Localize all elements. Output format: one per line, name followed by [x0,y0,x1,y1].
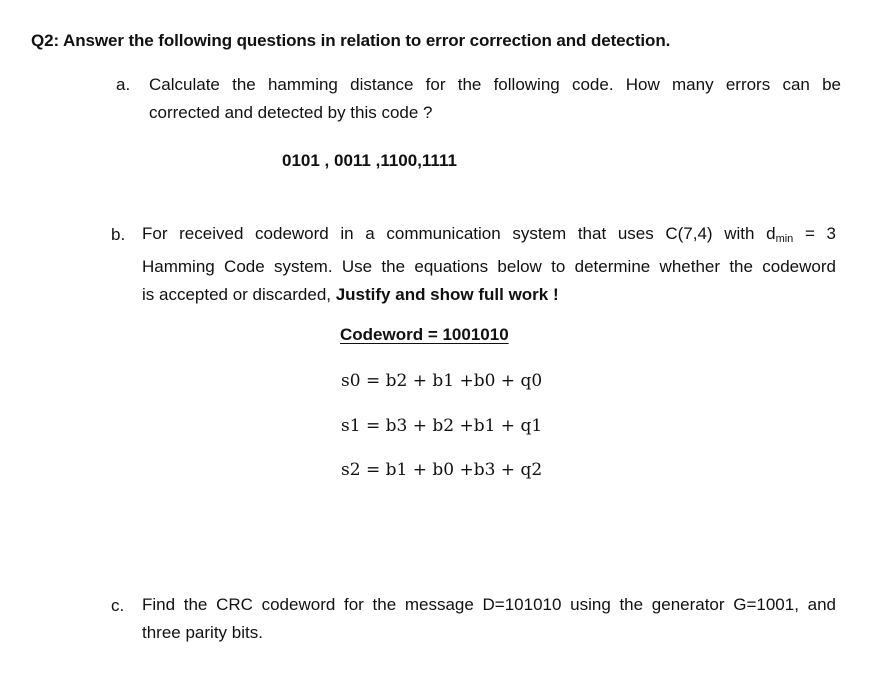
part-c-line-2: three parity bits. [142,623,263,642]
part-b-marker: b. [111,225,126,244]
syndrome-equation-s2: s2 = b1 + b0 +b3 + q2 [341,460,543,480]
part-a-text [149,71,841,127]
part-c-marker: c. [111,596,125,615]
part-b-instruction: Justify and show full work ! [335,285,559,304]
part-a-codes: 0101 , 0011 ,1100,1111 [282,151,457,170]
part-c-text [142,591,836,647]
syndrome-equation-s1: s1 = b3 + b2 +b1 + q1 [341,416,543,436]
question-title: Q2: Answer the following questions in relation to error correction and detection. [31,31,671,50]
part-c-line-1: Find the CRC codeword for the message D=101010 using the generator G=1001, and [142,595,836,614]
part-b-text [142,220,836,309]
part-b-dmin-subscript: min [775,233,794,245]
part-b-line-1 [142,220,836,253]
part-a-line-2: corrected and detected by this code ? [149,103,433,122]
part-a-line-1: Calculate the hamming distance for the following code. How many errors can be [149,75,841,94]
part-b-line-1-start: For received codeword in a communication system that uses C(7,4) with d [142,224,776,243]
part-b-line-2: Hamming Code system. Use the equations below to determine whether the codeword [142,257,836,276]
syndrome-equation-s0: s0 = b2 + b1 +b0 + q0 [341,371,543,391]
part-b-line-1-end: = 3 [793,224,836,243]
part-b-line-3 [142,281,836,309]
part-b-line-3-start: is accepted or discarded, [142,285,336,304]
part-a-marker: a. [116,75,131,94]
codeword-heading: Codeword = 1001010 [340,325,509,344]
